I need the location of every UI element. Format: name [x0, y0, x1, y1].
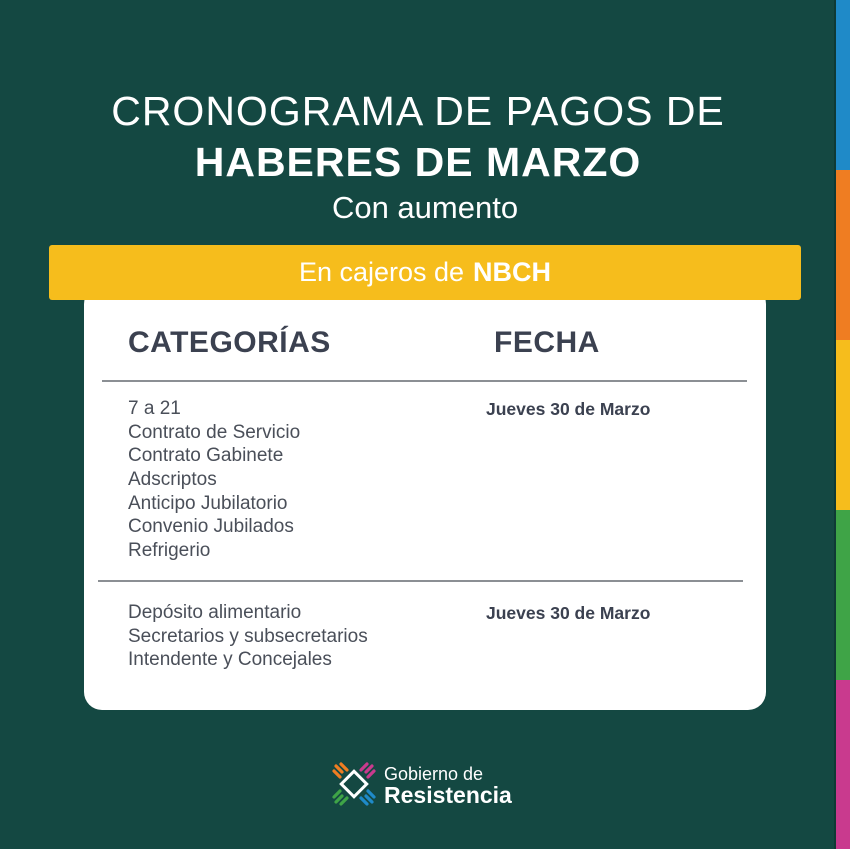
banner-text: En cajeros de: [298, 257, 465, 287]
banner-bank-name: NBCH: [473, 257, 552, 287]
logo-text-bottom: Resistencia: [384, 782, 512, 808]
table-divider: [102, 380, 747, 382]
title-line-2: HABERES DE MARZO: [194, 139, 642, 185]
list-item: Secretarios y subsecretarios: [128, 625, 368, 647]
list-item: Intendente y Concejales: [128, 649, 332, 671]
category-group-1: [128, 397, 300, 563]
logo-mark-icon: [332, 762, 376, 806]
table-divider: [98, 580, 743, 582]
list-item: Contrato de Servicio: [128, 421, 301, 443]
list-item: Anticipo Jubilatorio: [128, 492, 288, 514]
list-item: 7 a 21: [128, 398, 181, 419]
list-item: Convenio Jubilados: [128, 516, 294, 538]
stripe-green: [836, 510, 850, 680]
payment-date-group-2: Jueves 30 de Marzo: [486, 603, 651, 623]
list-item: Depósito alimentario: [128, 602, 302, 623]
stripe-yellow: [836, 340, 850, 510]
gobierno-resistencia-logo: [332, 762, 532, 812]
list-item: Refrigerio: [128, 540, 211, 562]
payment-date-group-1: Jueves 30 de Marzo: [486, 399, 651, 419]
column-header-date: FECHA: [494, 326, 600, 359]
title-line-1: CRONOGRAMA DE PAGOS DE: [111, 88, 725, 134]
color-side-stripe: [836, 0, 850, 849]
stripe-magenta: [836, 680, 850, 849]
payment-channel-banner: [49, 245, 801, 300]
stripe-blue: [836, 0, 850, 170]
logo-text-top: Gobierno de: [384, 764, 484, 784]
list-item: Adscriptos: [128, 469, 217, 491]
subtitle: Con aumento: [331, 190, 519, 225]
category-group-2: [128, 601, 368, 672]
list-item: Contrato Gabinete: [128, 445, 284, 467]
column-header-categories: CATEGORÍAS: [128, 326, 331, 359]
